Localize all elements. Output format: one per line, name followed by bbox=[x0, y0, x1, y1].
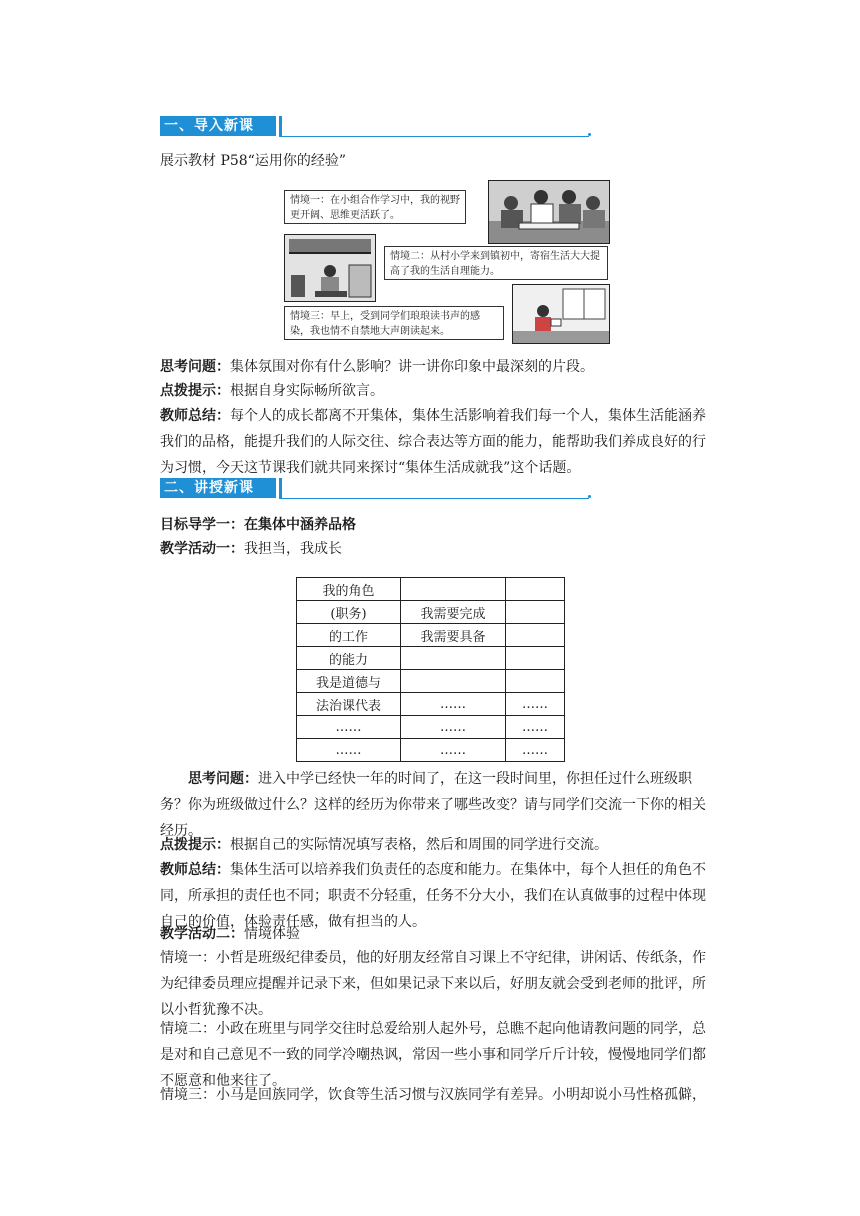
caption-scene-2: 情境二：从村小学来到镇初中，寄宿生活大大提高了我的生活自理能力。 bbox=[384, 246, 608, 280]
think-question-1: 思考问题：集体氛围对你有什么影响？讲一讲你印象中最深刻的片段。 bbox=[160, 359, 594, 375]
table-cell bbox=[401, 670, 506, 693]
scene-2: 情境二：小政在班里与同学交往时总爱给别人起外号，总瞧不起向他请教问题的同学，总是对和自己意见不一致的同学冷嘲热讽，常因一些小事和同学斤斤计较，慢慢地同学们都不愿意和他来往了。 bbox=[160, 1021, 706, 1089]
table-cell: …… bbox=[506, 716, 565, 739]
section-header-1 bbox=[160, 116, 430, 138]
section-title: 二、讲授新课 bbox=[160, 478, 276, 498]
teacher-summary-1: 教师总结：每个人的成长都离不开集体，集体生活影响着我们每一个人，集体生活能涵养我们的品格，能提升我们的人际交往、综合表达等方面的能力，能帮助我们养成良好的行为习惯，今天这节课我们就共同来探讨“集体生活成就我”这个话题。 bbox=[160, 408, 706, 476]
table-cell: …… bbox=[297, 716, 401, 739]
section-title: 一、导入新课 bbox=[160, 116, 276, 136]
table-cell: 我是道德与 bbox=[297, 670, 401, 693]
table-cell: 法治课代表 bbox=[297, 693, 401, 716]
table-row bbox=[297, 716, 565, 739]
teacher-summary-2: 教师总结：集体生活可以培养我们负责任的态度和能力。在集体中，每个人担任的角色不同，所承担的责任也不同；职责不分轻重，任务不分大小，我们在认真做事的过程中体现自己的价值，体验责任感，做有担当的人。 bbox=[160, 862, 706, 930]
reading-picture bbox=[512, 284, 610, 344]
table-cell bbox=[506, 578, 565, 601]
classroom-group-picture bbox=[488, 180, 610, 244]
table-row bbox=[297, 693, 565, 716]
table-cell bbox=[401, 647, 506, 670]
table-cell: 我需要完成 bbox=[401, 601, 506, 624]
goal-guide-1: 目标导学一：在集体中涵养品格 bbox=[160, 517, 356, 533]
table-cell bbox=[506, 647, 565, 670]
table-cell: …… bbox=[401, 716, 506, 739]
caption-scene-1: 情境一：在小组合作学习中，我的视野更开阔、思维更活跃了。 bbox=[284, 190, 466, 224]
table-cell: …… bbox=[506, 739, 565, 762]
table-cell: 我需要具备 bbox=[401, 624, 506, 647]
table-cell: …… bbox=[297, 739, 401, 762]
hint-2: 点拨提示：根据自己的实际情况填写表格，然后和周围的同学进行交流。 bbox=[160, 837, 608, 853]
teaching-activity-1: 教学活动一：我担当，我成长 bbox=[160, 541, 342, 557]
table-row bbox=[297, 601, 565, 624]
hint-1: 点拨提示：根据自身实际畅所欲言。 bbox=[160, 383, 384, 399]
table-row bbox=[297, 624, 565, 647]
table-cell bbox=[506, 670, 565, 693]
table-cell: …… bbox=[401, 693, 506, 716]
think-question-2: 思考问题：进入中学已经快一年的时间了，在这一段时间里，你担任过什么班级职务？你为班级做过什么？这样的经历为你带来了哪些改变？请与同学们交流一下你的相关经历。 bbox=[160, 771, 706, 839]
table-cell bbox=[506, 624, 565, 647]
table-cell: (职务) bbox=[297, 601, 401, 624]
dormitory-picture bbox=[284, 234, 376, 302]
table-row bbox=[297, 578, 565, 601]
scene-1: 情境一：小哲是班级纪律委员，他的好朋友经常自习课上不守纪律，讲闲话、传纸条，作为纪律委员理应提醒并记录下来，但如果记录下来以后，好朋友就会受到老师的批评，所以小哲犹豫不决。 bbox=[160, 950, 706, 1018]
table-cell: 的工作 bbox=[297, 624, 401, 647]
table-cell: 的能力 bbox=[297, 647, 401, 670]
table-cell: …… bbox=[401, 739, 506, 762]
teaching-activity-2: 教学活动二：情境体验 bbox=[160, 926, 300, 942]
intro-line: 展示教材 P58“运用你的经验” bbox=[160, 153, 346, 169]
table-row bbox=[297, 670, 565, 693]
table-row bbox=[297, 739, 565, 762]
table-cell bbox=[506, 601, 565, 624]
scene-3: 情境三：小马是回族同学，饮食等生活习惯与汉族同学有差异。小明却说小马性格孤僻， bbox=[160, 1087, 706, 1103]
table-cell: …… bbox=[506, 693, 565, 716]
role-table bbox=[296, 577, 565, 762]
textbook-illustration bbox=[284, 178, 610, 344]
table-row bbox=[297, 647, 565, 670]
table-cell bbox=[401, 578, 506, 601]
table-cell: 我的角色 bbox=[297, 578, 401, 601]
section-header-2 bbox=[160, 478, 430, 500]
caption-scene-3: 情境三：早上，受到同学们琅琅读书声的感染，我也情不自禁地大声朗读起来。 bbox=[284, 306, 504, 340]
